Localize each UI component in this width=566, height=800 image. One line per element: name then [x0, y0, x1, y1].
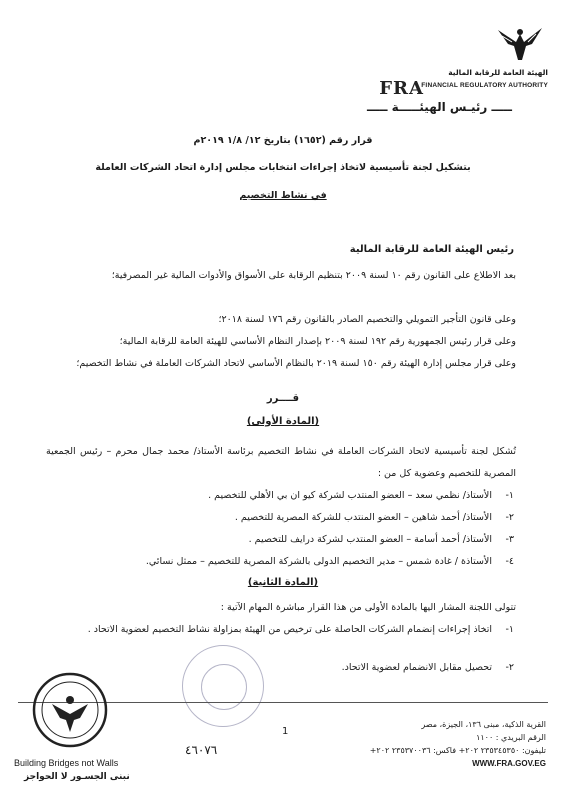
preamble-1: بعد الاطلاع على القانون رقم ١٠ لسنة ٢٠٠٩ بتنظيم الرقابة على الأسواق والأدوات المالية غير المصرفية؛: [111, 270, 516, 281]
list-item: [46, 485, 514, 507]
item-text: الأستاذ/ أحمد شاهين – العضو المنتدب للشركة المصرية للتخصيم .: [234, 512, 492, 523]
authority-name-ar: الهيئة العامة للرقابة المالية: [448, 68, 548, 77]
item-text: الأستاذ/ أحمد أسامة – العضو المنتدب لشركة درايف للتخصيم .: [248, 534, 492, 545]
official-stamp: [182, 645, 264, 727]
page-number: 1: [282, 726, 289, 737]
slogan-en: Building Bridges not Walls: [14, 758, 119, 768]
slogan-ar: نبنى الجسـور لا الحواجز: [24, 772, 130, 782]
item-number: ٢-: [505, 662, 514, 673]
authority-name-en: FINANCIAL REGULATORY AUTHORITY: [421, 82, 548, 89]
website-link[interactable]: WWW.FRA.GOV.EG: [472, 759, 546, 768]
preamble-4: وعلى قرار مجلس إدارة الهيئة رقم ١٥٠ لسنة ٢٠١٩ بالنظام الأساسي لاتحاد الشركات العاملة في نشاط التخصيم؛: [76, 358, 516, 369]
decided-heading: قــــرر: [266, 393, 300, 404]
article-2-intro: تتولى اللجنة المشار اليها بالمادة الأولى من هذا القرار مباشرة المهام الآتية :: [220, 602, 516, 613]
phone-fax: تليفون: ٢٣٥٣٤٥٣٥٠ ٢٠٢+ فاكس: ٢٣٥٣٧٠٠٣٦ ٢٠٢+: [369, 746, 546, 755]
item-number: ١-: [505, 490, 514, 501]
list-item: [46, 619, 514, 641]
list-item: [46, 657, 514, 679]
article-2-heading: (المادة الثانية): [247, 577, 319, 588]
item-text: الأستاذ/ نظمي سعد – العضو المنتدب لشركة كيو ان بي الأهلي للتخصيم .: [208, 490, 492, 501]
logo-letters: FRA: [379, 78, 424, 99]
item-number: ٣-: [505, 534, 514, 545]
decree-subject: بتشكيل لجنة تأسيسية لاتخاذ إجراءات انتخابات مجلس إدارة اتحاد الشركات العاملة: [95, 162, 471, 173]
article-1-intro: تُشكل لجنة تأسيسية لاتحاد الشركات العاملة في نشاط التخصيم برئاسة الأستاذ/ محمد جمال محرم – رئيس الجمعية المصرية للتخصيم وعضوية كل من :: [46, 446, 516, 479]
decree-subject-2: في نشاط التخصيم: [239, 190, 327, 201]
item-number: ٤-: [505, 556, 514, 567]
decree-number: قرار رقم (١٦٥٢) بتاريخ ١٢/ ١/٨ ٢٠١٩م: [193, 135, 373, 146]
postal-code: الرقم البريدي : ١١٠٠: [476, 733, 546, 742]
eagle-icon: [496, 20, 544, 64]
item-text: الأستاذة / غادة شمس – مدير التخصيم الدولى بالشركة المصرية للتخصيم – ممثل نسائي.: [145, 556, 492, 567]
item-text: اتخاذ إجراءات إنضمام الشركات الحاصلة على ترخيص من الهيئة بمزاولة نشاط التخصيم لعضوية الاتحاد .: [87, 624, 492, 635]
list-item: [46, 529, 514, 551]
preamble-2: وعلى قانون التأجير التمويلي والتخصيم الصادر بالقانون رقم ١٧٦ لسنة ٢٠١٨؛: [218, 314, 516, 325]
egypt-emblem-icon: [30, 670, 110, 750]
item-text: تحصيل مقابل الانضمام لعضوية الاتحاد.: [341, 662, 492, 673]
handwritten-reference: ٤٦٠٧٦: [185, 743, 218, 757]
item-number: ١-: [505, 624, 514, 635]
item-number: ٢-: [505, 512, 514, 523]
list-item: [46, 507, 514, 529]
article-1-heading: (المادة الأولى): [246, 416, 320, 427]
preamble-3: وعلى قرار رئيس الجمهورية رقم ١٩٢ لسنة ٢٠٠٩ بإصدار النظام الأساسي للهيئة العامة للرقابة المالية؛: [119, 336, 516, 347]
issuer-line: رئيس الهيئة العامة للرقابة المالية: [349, 244, 514, 255]
list-item: [46, 551, 514, 573]
contact-block: [336, 718, 546, 770]
address: القرية الذكية، مبنى ١٣٦، الجيزة، مصر: [421, 720, 546, 729]
fra-logo: [377, 20, 552, 99]
office-title: ـــــ رئيـس الهيئـــــة ـــــ: [366, 100, 512, 114]
